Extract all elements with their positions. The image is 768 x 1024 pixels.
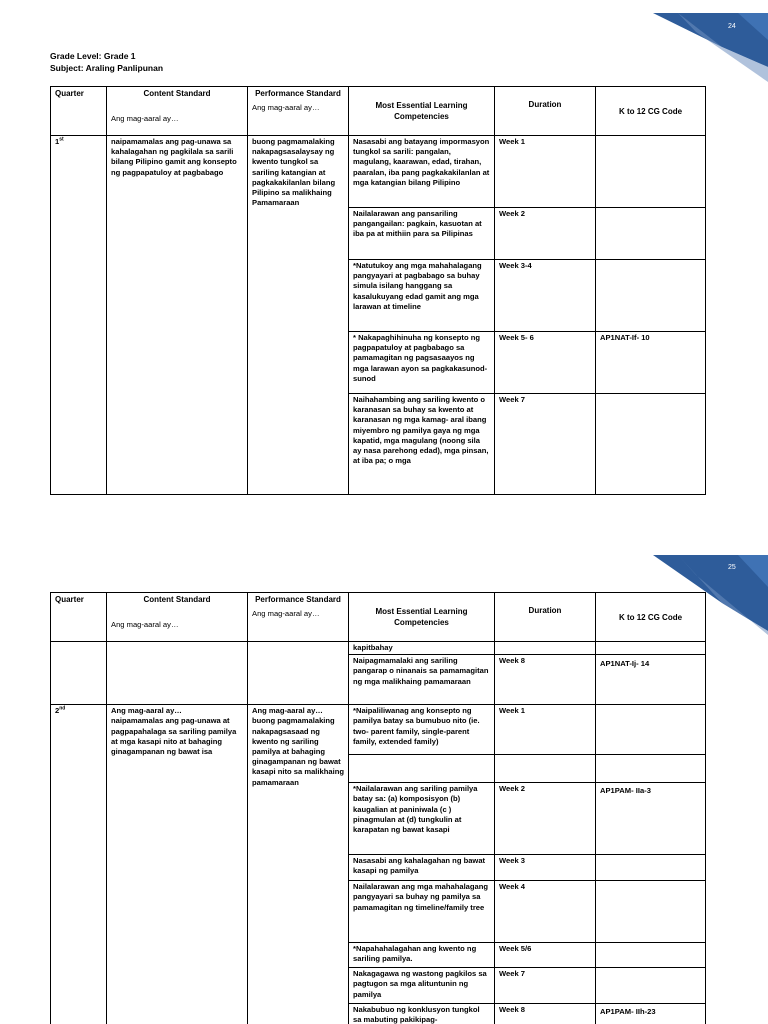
document-header [50, 50, 163, 74]
duration-cell: Week 4 [495, 881, 596, 943]
quarter-header: Quarter [51, 593, 107, 642]
performance-standard-header: Performance Standard Ang mag-aaral ay… [248, 87, 349, 136]
melc-cell: * Nakapaghihinuha ng konsepto ng pagpapatuloy at pagbabago sa pamamagitan ng pagsasaayos ng mga larawan ayon sa pagkakasunod-sunod [349, 332, 495, 394]
cg-code-cell [596, 855, 706, 881]
melc-cell: Nasasabi ang kahalagahan ng bawat kasapi ng pamilya [349, 855, 495, 881]
melc-cell: Nailalarawan ang pansariling pangangailan: pagkain, kasuotan at iba pa at mithiin para sa Pilipinas [349, 208, 495, 260]
cg-code-cell [596, 260, 706, 332]
melc-cell: Nasasabi ang batayang impormasyon tungkol sa sarili: pangalan, magulang, kaarawan, edad, tirahan, paaralan, iba pang pagkakakilanlan at mga katangian bilang Pilipino [349, 136, 495, 208]
performance-standard-cell: buong pagmamalaking nakapagsasalaysay ng kwento tungkol sa sariling katangian at pagkakakilanlan bilang Pilipino sa malikhaing Pamamaraan [248, 136, 349, 495]
melc-header: Most Essential Learning Competencies [349, 87, 495, 136]
duration-cell: Week 2 [495, 208, 596, 260]
duration-header: Duration [495, 87, 596, 136]
melc-cell: Naipagmamalaki ang sariling pangarap o ninanais sa pamamagitan ng mga malikhaing pamamaraan [349, 655, 495, 705]
duration-cell: Week 2 [495, 783, 596, 855]
table-row [51, 136, 706, 208]
duration-cell: Week 1 [495, 705, 596, 755]
duration-cell [495, 642, 596, 655]
content-standard-cell: Ang mag-aaral ay… naipamamalas ang pag-unawa at pagpapahalaga sa sariling pamilya at mga kasapi nito at bahaging ginagampanan ng bawat isa [107, 705, 248, 1024]
content-standard-header: Content Standard Ang mag-aaral ay… [107, 593, 248, 642]
melc-cell [349, 755, 495, 783]
duration-cell: Week 3 [495, 855, 596, 881]
performance-standard-cell: Ang mag-aaral ay… buong pagmamalaking nakapagsasaad ng kwento ng sariling pamilya at bahaging ginagampanan ng bawat kasapi nito sa malikhaing pamamaraan [248, 705, 349, 1024]
page-25 [0, 545, 768, 1024]
cg-code-cell: AP1NAT-If- 10 [596, 332, 706, 394]
melc-cell: kapitbahay [349, 642, 495, 655]
cg-code-cell [596, 208, 706, 260]
performance-standard-header: Performance Standard Ang mag-aaral ay… [248, 593, 349, 642]
quarter-cell [51, 642, 107, 705]
page-number: 25 [728, 564, 736, 571]
cg-code-cell [596, 642, 706, 655]
content-standard-header: Content Standard Ang mag-aaral ay… [107, 87, 248, 136]
table-row [51, 642, 706, 655]
melc-cell: *Nailalarawan ang sariling pamilya batay sa: (a) komposisyon (b) kaugalian at paniniwala (c ) pinagmulan at (d) tungkulin at karapatan ng bawat kasapi [349, 783, 495, 855]
cg-code-cell: AP1PAM- IIh-23 [596, 1004, 706, 1024]
curriculum-table [50, 86, 706, 495]
duration-header: Duration [495, 593, 596, 642]
subject: Subject: Araling Panlipunan [50, 63, 164, 73]
content-standard-cell [107, 642, 248, 705]
cg-code-cell [596, 881, 706, 943]
duration-cell [495, 755, 596, 783]
cg-code-cell: AP1NAT-Ij- 14 [596, 655, 706, 705]
duration-cell: Week 5- 6 [495, 332, 596, 394]
melc-cell: Naihahambing ang sariling kwento o karanasan sa buhay sa kwento at karanasan ng mga kamag- aral ibang miyembro ng pamilya gaya ng mga kapatid, mga magulang (noong sila ay nasa parehong edad), mga pinsan, at iba pa; o mga [349, 394, 495, 495]
cg-code-cell [596, 755, 706, 783]
duration-cell: Week 3-4 [495, 260, 596, 332]
duration-cell: Week 5/6 [495, 943, 596, 968]
melc-cell: *Napahahalagahan ang kwento ng sariling pamilya. [349, 943, 495, 968]
cg-code-header: K to 12 CG Code [596, 87, 706, 136]
melc-cell: Nakabubuo ng konklusyon tungkol sa mabuting pakikipag- [349, 1004, 495, 1024]
melc-header: Most Essential Learning Competencies [349, 593, 495, 642]
melc-cell: *Natutukoy ang mga mahahalagang pangyayari at pagbabago sa buhay simula isilang hanggang sa kasalukuyang edad gamit ang mga larawan at timeline [349, 260, 495, 332]
cg-code-header: K to 12 CG Code [596, 593, 706, 642]
table-header-row [51, 593, 706, 642]
quarter-header: Quarter [51, 87, 107, 136]
duration-cell: Week 7 [495, 968, 596, 1004]
cg-code-cell: AP1PAM- IIa-3 [596, 783, 706, 855]
table-row [51, 705, 706, 755]
content-standard-cell: naipamamalas ang pag-unawa sa kahalagahan ng pagkilala sa sarili bilang Pilipino gamit ang konsepto ng pagpapatuloy at pagbabago [107, 136, 248, 495]
grade-level: Grade Level: Grade 1 [50, 51, 136, 61]
duration-cell: Week 8 [495, 655, 596, 705]
quarter-cell: 1st [51, 136, 107, 495]
cg-code-cell [596, 394, 706, 495]
melc-cell: Nailalarawan ang mga mahahalagang pangyayari sa buhay ng pamilya sa pamamagitan ng timeline/family tree [349, 881, 495, 943]
cg-code-cell [596, 705, 706, 755]
cg-code-cell [596, 136, 706, 208]
duration-cell: Week 7 [495, 394, 596, 495]
melc-cell: Nakagagawa ng wastong pagkilos sa pagtugon sa mga alituntunin ng pamilya [349, 968, 495, 1004]
performance-standard-cell [248, 642, 349, 705]
quarter-cell: 2nd [51, 705, 107, 1024]
cg-code-cell [596, 943, 706, 968]
table-header-row [51, 87, 706, 136]
duration-cell: Week 1 [495, 136, 596, 208]
cg-code-cell [596, 968, 706, 1004]
page-number: 24 [728, 23, 736, 30]
curriculum-table [50, 592, 706, 1024]
duration-cell: Week 8 [495, 1004, 596, 1024]
melc-cell: *Naipaliliwanag ang konsepto ng pamilya batay sa bumubuo nito (ie. two- parent family, single-parent family, extended family) [349, 705, 495, 755]
